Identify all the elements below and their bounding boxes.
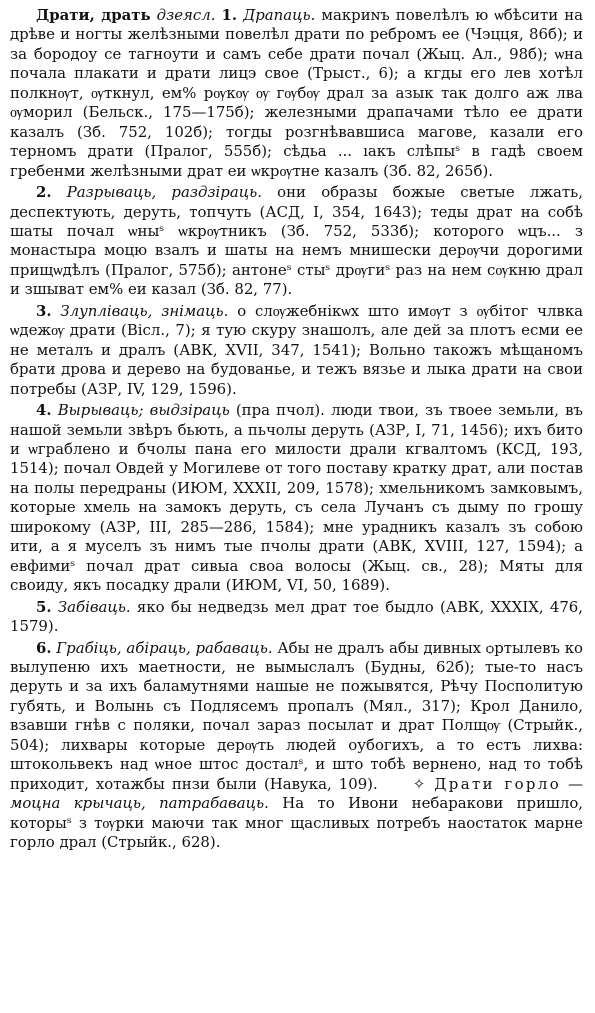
- sense-1-number: 1.: [221, 6, 238, 24]
- headword: Драти, драть: [36, 6, 151, 24]
- sense-1: [10, 6, 583, 181]
- sense-3-gloss: Злупліваць, знімаць.: [60, 301, 229, 320]
- sense-2-text: они образы божые светые лжать, деспектують, деруть, топчуть (АСД, I, 354, 1643); теды драт на собѣ шаты почал ѡныˢ ѡкрѹтникъ (Зб. 752, 533б); которого ѡцъ... з монастыра моцю взалъ и шаты на немъ мнишески дерѹчи дорогими прищѡдѣлъ (Пралог, 575б); антонеˢ стыˢ дрѹгиˢ раз на нем сѹкню драл и зшыват ем% еи казал (Зб. 82, 77).: [10, 183, 583, 299]
- sense-5-number: 5.: [36, 597, 52, 616]
- phrase-words: Драти горло: [434, 774, 562, 793]
- sense-4-number: 4.: [36, 401, 52, 420]
- sense-3: [10, 302, 583, 399]
- sense-4-gloss-note: (пра пчол).: [235, 401, 325, 420]
- phrase-text: На то Ивони небаракови пришло, которыˢ з тѹрки маючи так мног щасливых потребъ наостаток марне горло драл (Стрыйк., 628).: [10, 794, 584, 852]
- sense-1-gloss: Драпаць.: [243, 6, 316, 24]
- sense-1-text: макриɴъ повелѣлъ ю ѡбѣсити на дрѣве и ногты желѣзными повелѣл драти по ребромъ ее (Чэцця, 86б); и за бородоу се тагноути и самъ себе драти почал (Жыц. Ал., 98б); ѡна почала плакати и драти лицэ свое (Трыст., 6); а кгды его лев хотѣл полкнѹт, ѹткнул, ем% рѹкѹ ѹ гѹбѹ драл за азык так долго аж лва ѹморил (Бельск., 175—175б); железными драпачами тѣло ее драти казалъ (Зб. 752, 102б); тогды розгнѣвавшиса магове, казали его терномъ драти (Пралог, 555б); сѣдьа ... ıакъ слѣпыˢ в гадѣ своем гребенми желѣзными драт еи ѡкрѹтне казалъ (Зб. 82, 265б).: [10, 6, 583, 180]
- sense-4-gloss: Вырываць; выдзіраць: [57, 401, 230, 420]
- sense-6-gloss: Грабіць, абіраць, рабаваць.: [56, 638, 273, 657]
- sense-5-gloss: Забіваць.: [57, 597, 131, 616]
- sense-4-text: люди твои, зъ твоее земьли, въ нашой земьли звѣръ бьють, а пьчолы деруть (АЗР, I, 71, 1456); ихъ бито и ѡграблено и бчолы пана его милости драли кгвалтомъ (КСД, 193, 1514); почал Овдей у Могилеве от того поставу кратку драт, али постав на полы передраны (ИЮМ, XXXII, 209, 1578); хмельникомъ замковымъ, которые хмель на замокъ деруть, съ села Лучанъ съ дыму по грошу широкому (АЗР, III, 285—286, 1584); мне урадникъ казалъ зъ собою ити, а я муселъ зъ нимъ тые пчолы драти (АВК, XVIII, 127, 1594); а евфимиˢ почал драт сивыа своа волосы (Жыц. св., 28); Мяты для своиду, якъ посадку драли (ИЮМ, VI, 50, 1689).: [10, 401, 584, 595]
- sense-5-text: яко бы недведзь мел драт тое быдло (АВК, XXXIX, 476, 1579).: [10, 597, 584, 636]
- sense-2-number: 2.: [36, 183, 52, 202]
- phrase-star-icon: ✧: [412, 774, 426, 793]
- sense-6: [10, 639, 583, 853]
- sense-4: [10, 401, 583, 596]
- sense-5: [10, 598, 583, 637]
- sense-3-number: 3.: [36, 301, 52, 320]
- sense-3-text: о слѹжебнікѡх што имѹт з ѹбітог члвка ѡдежѹ драти (Вісл., 7); я тую скуру знашолъ, але дей за плотъ есми ее не металъ и дралъ (АВК, XVII, 347, 1541); Вольно такожъ мѣщаномъ брати дрова и дерево на будованье, и тежъ вязье и лыка драти на свои потребы (АЗР, IV, 129, 1596).: [10, 301, 584, 398]
- sense-2-gloss: Разрываць, раздзіраць.: [66, 183, 262, 202]
- sense-6-number: 6.: [36, 638, 52, 657]
- sense-6-text: Абы не дралъ абы дивных ѻртылевъ ко вылупеню ихъ маетности, не вымыслалъ (Будны, 62б); тые-то насъ деруть и за ихъ баламутнями нашые не пожывятся, Рѣчу Посполитую губять, и Волынь съ Подлясемъ пропалъ (Мял., 317); Крол Данило, взавши гнѣв с поляки, почал зараз посылат и драт Полщѹ (Стрыйк., 504); лихвары которые дерѹть людей оубогихъ, а то естъ лихва: штокольвекъ над ѡное штос досталˢ, и што тобѣ вернено, над то тобѣ приходит, хотажбы пнзи были (Навука, 109).: [10, 638, 583, 793]
- sense-2: [10, 183, 583, 300]
- grammar-label: дзеясл.: [156, 6, 216, 24]
- phrase-gloss: моцна крычаць, патрабаваць.: [10, 794, 269, 813]
- phrase-dash: —: [568, 774, 584, 793]
